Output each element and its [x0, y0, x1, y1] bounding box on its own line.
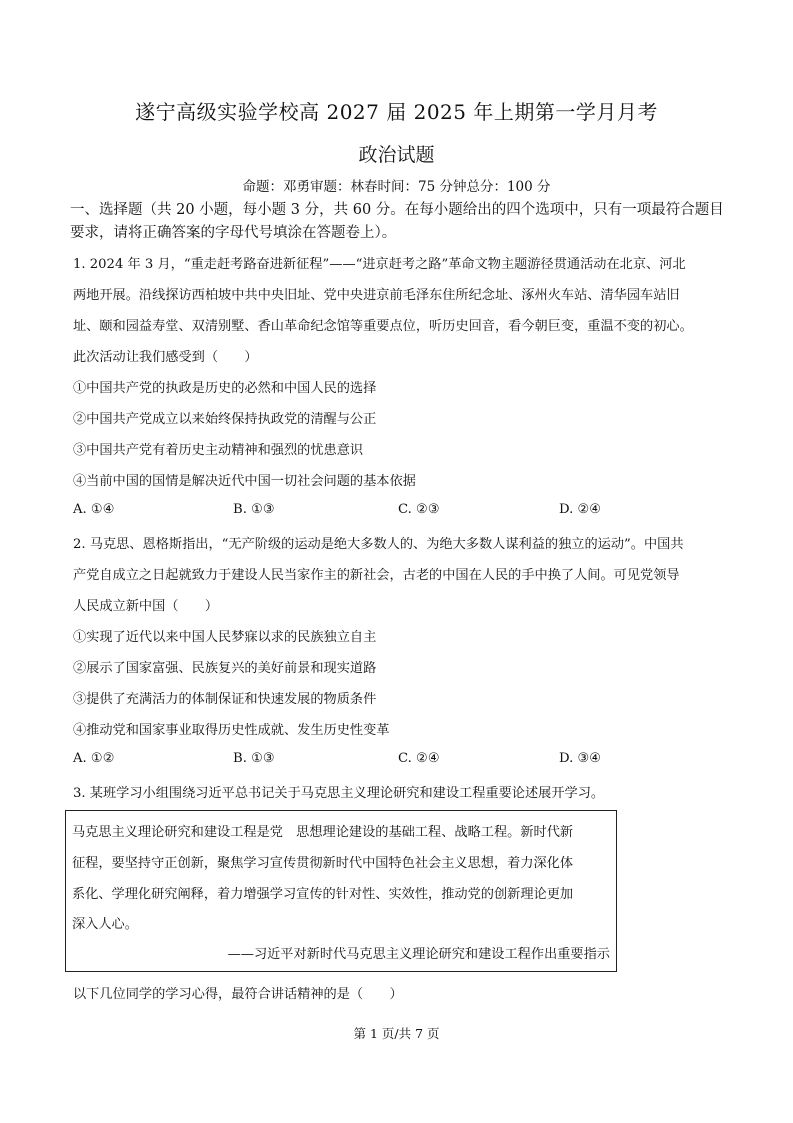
q3-quote-line: 征程，要坚持守正创新，聚焦学习宣传贯彻新时代中国特色社会主义思想，着力深化体 [72, 856, 574, 871]
q3-quote-line: 深入人心。 [72, 917, 138, 932]
q1-stem-line: 此次活动让我们感受到（ ） [73, 350, 258, 365]
q2-stem-line: 产党自成立之日起就致力于建设人民当家作主的新社会，古老的中国在人民的手中换了人间。可见党领导 [73, 568, 680, 583]
exam-byline: 命题：邓勇审题：林春时间：75 分钟总分：100 分 [242, 179, 551, 195]
q1-option-d: D. ②④ [559, 502, 602, 517]
page-number: 第 1 页/共 7 页 [353, 1026, 440, 1041]
q2-option-c: C. ②④ [398, 751, 440, 766]
q3-question: 以下几位同学的学习心得，最符合讲话精神的是（ ） [73, 987, 403, 1002]
q1-stem-line: 址、颐和园益寿堂、双清别墅、香山革命纪念馆等重要点位，听历史回音，看今朝巨变，重温不变的初心。 [73, 319, 693, 334]
q1-statement: ②中国共产党成立以来始终保持执政党的清醒与公正 [73, 412, 377, 427]
q2-stem-line: 人民成立新中国（ ） [73, 599, 219, 614]
q2-statement: ③提供了充满活力的体制保证和快速发展的物质条件 [73, 692, 377, 707]
q3-quote-line: 马克思主义理论研究和建设工程是党 思想理论建设的基础工程、战略工程。新时代新 [72, 825, 574, 840]
q1-stem-line: 两地开展。沿线探访西柏坡中共中央旧址、党中央进京前毛泽东住所纪念址、涿州火车站、清华园车站旧 [73, 288, 680, 303]
q2-statement: ①实现了近代以来中国人民梦寐以求的民族独立自主 [73, 630, 377, 645]
q2-option-b: B. ①③ [233, 751, 275, 766]
q3-quote-source: ——习近平对新时代马克思主义理论研究和建设工程作出重要指示 [227, 947, 610, 962]
q1-stem-line: 1. 2024 年 3 月，“重走赶考路奋进新征程”——“进京赶考之路”革命文物主题游径贯通活动在北京、河北 [73, 257, 686, 272]
q1-statement: ①中国共产党的执政是历史的必然和中国人民的选择 [73, 381, 377, 396]
q1-option-c: C. ②③ [398, 502, 440, 517]
exam-subject: 政治试题 [358, 144, 435, 166]
q3-quote-line: 系化、学理化研究阐释，着力增强学习宣传的针对性、实效性，推动党的创新理论更加 [72, 887, 574, 902]
q1-options [73, 502, 733, 522]
q2-option-a: A. ①② [73, 751, 115, 766]
q1-option-a: A. ①④ [73, 502, 115, 517]
q2-stem-line: 2. 马克思、恩格斯指出，“无产阶级的运动是绝大多数人的、为绝大多数人谋利益的独立的运动”。中国共 [73, 537, 684, 552]
section-instructions: 一、选择题（共 20 小题，每小题 3 分，共 60 分。在每小题给出的四个选项中，只有一项最符合题目要求，请将正确答案的字母代号填涂在答题卷上）。 [70, 202, 724, 241]
q1-statement: ④当前中国的国情是解决近代中国一切社会问题的基本依据 [73, 474, 416, 489]
q2-option-d: D. ③④ [559, 751, 602, 766]
q2-statement: ②展示了国家富强、民族复兴的美好前景和现实道路 [73, 661, 377, 676]
q3-intro: 3. 某班学习小组围绕习近平总书记关于马克思主义理论研究和建设工程重要论述展开学习。 [73, 786, 605, 801]
exam-title: 遂宁高级实验学校高 2027 届 2025 年上期第一学月月考 [135, 100, 658, 124]
q2-statement: ④推动党和国家事业取得历史性成就、发生历史性变革 [73, 723, 390, 738]
q3-quote-box [65, 810, 617, 972]
q2-options [73, 751, 733, 771]
q1-option-b: B. ①③ [233, 502, 275, 517]
q1-statement: ③中国共产党有着历史主动精神和强烈的忧患意识 [73, 443, 364, 458]
